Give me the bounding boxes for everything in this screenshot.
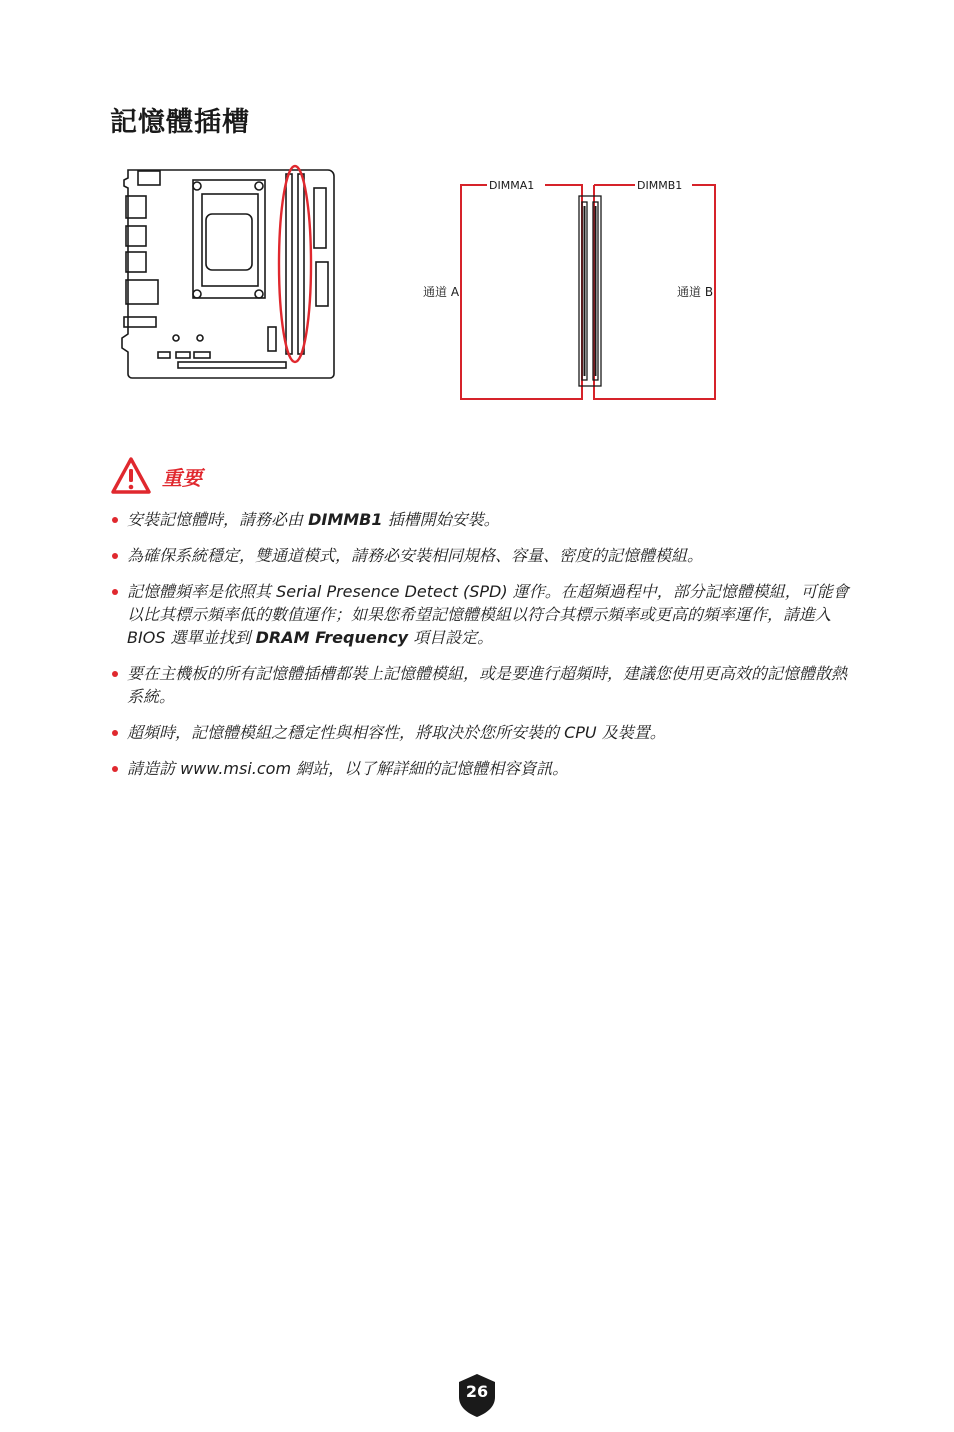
page-number-badge	[457, 1373, 497, 1418]
list-item: 請造訪 www.msi.com 網站，以了解詳細的記憶體相容資訊。	[110, 757, 850, 780]
dimma1-label: DIMMA1	[489, 179, 535, 192]
important-notes-list	[110, 508, 850, 793]
channel-a-label: 通道 A	[423, 285, 460, 299]
dimm-channel-diagram	[415, 172, 735, 404]
motherboard-diagram	[118, 162, 340, 384]
list-item: 記憶體頻率是依照其 Serial Presence Detect (SPD) 運作。在超頻過程中，部分記憶體模組，可能會以比其標示頻率低的數值運作；如果您希望記憶體模組以符合其標示頻率或更高的頻率運作，請進入 BIOS 選單並找到 DRAM Frequency 項目設定。	[110, 580, 850, 649]
page-number: 26	[465, 1382, 489, 1401]
list-item: 安裝記憶體時，請務必由 DIMMB1 插槽開始安裝。	[110, 508, 850, 531]
channel-b-label: 通道 B	[677, 285, 714, 299]
important-heading	[110, 456, 202, 496]
list-item: 為確保系統穩定，雙通道模式，請務必安裝相同規格、容量、密度的記憶體模組。	[110, 544, 850, 567]
dimmb1-label: DIMMB1	[637, 179, 683, 192]
list-item: 要在主機板的所有記憶體插槽都裝上記憶體模組，或是要進行超頻時，建議您使用更高效的記憶體散熱系統。	[110, 662, 850, 708]
list-item: 超頻時，記憶體模組之穩定性與相容性，將取決於您所安裝的 CPU 及裝置。	[110, 721, 850, 744]
page-title: 記憶體插槽	[110, 107, 250, 138]
important-label: 重要	[162, 465, 202, 490]
warning-triangle-icon	[110, 456, 152, 496]
